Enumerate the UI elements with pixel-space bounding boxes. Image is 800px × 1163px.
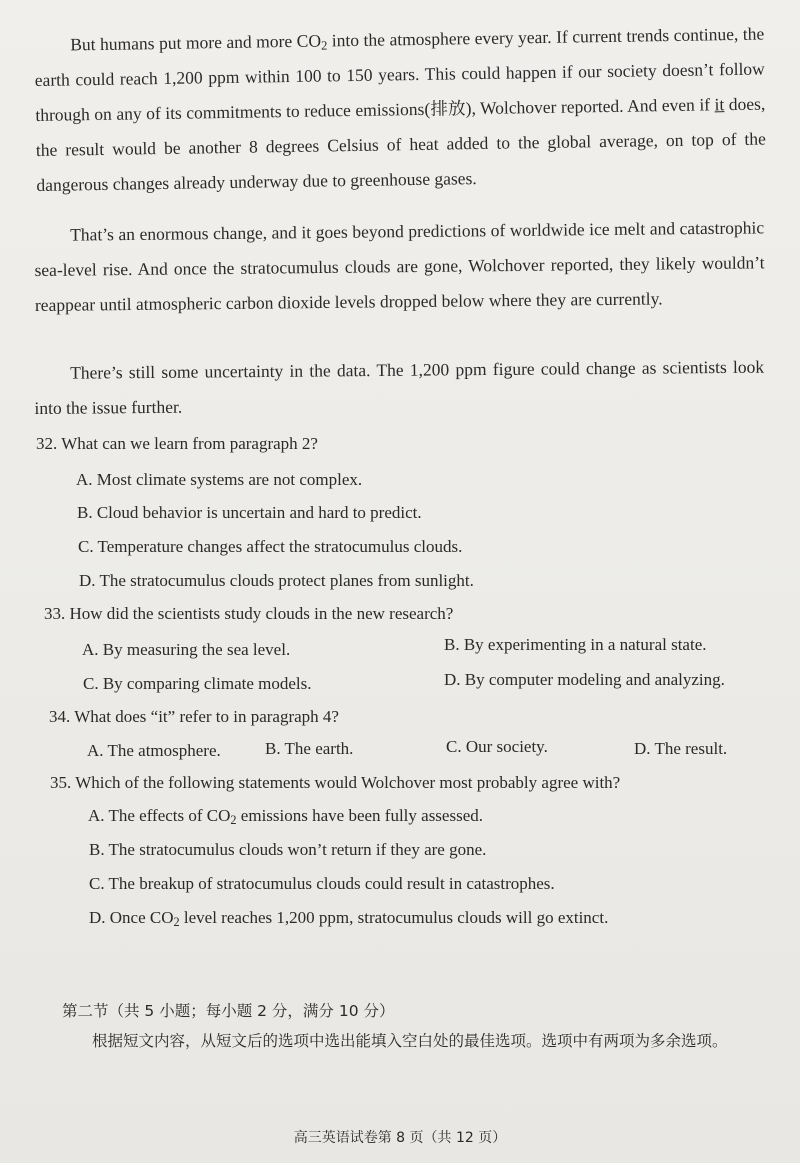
q32-option-b[interactable]: B. Cloud behavior is uncertain and hard to predict. (77, 503, 422, 522)
question-34-stem: 34. What does “it” refer to in paragraph 4? (49, 707, 339, 726)
q33-option-c[interactable]: C. By comparing climate models. (83, 674, 312, 693)
passage-text: There’s still some uncertainty in the data. The 1,200 ppm figure could change as scientists look into the issue further. (34, 356, 765, 418)
passage-text: into the atmosphere every year. If current trends continue, the earth could reach 1,200 ppm within 100 to 150 years. This could happen if our society doesn’t follow through on any of its commitments to reduce emissions(排放), Wolchover reported. And even if (34, 23, 765, 125)
passage-paragraph-3 (34, 350, 765, 426)
question-32-stem: 32. What can we learn from paragraph 2? (36, 434, 318, 453)
question-35-stem: 35. Which of the following statements would Wolchover most probably agree with? (50, 773, 621, 792)
passage-text: That’s an enormous change, and it goes beyond predictions of worldwide ice melt and catastrophic sea-level rise. And once the stratocumulus clouds are gone, Wolchover reported, they likely wouldn’t reappear until atmospheric carbon dioxide levels dropped below where they are currently. (34, 217, 765, 315)
passage-paragraph-2 (34, 210, 765, 323)
subscript: 2 (173, 915, 180, 930)
option-text: D. Once CO (89, 908, 174, 927)
option-text: emissions have been fully assessed. (236, 806, 483, 825)
q33-option-a[interactable]: A. By measuring the sea level. (82, 640, 291, 659)
q35-option-c[interactable]: C. The breakup of stratocumulus clouds could result in catastrophes. (89, 874, 555, 893)
passage-text: does, the result would be another 8 degrees Celsius of heat added to the global average, on top of the dangerous changes already underway due to greenhouse gases. (35, 93, 766, 195)
q32-option-c[interactable]: C. Temperature changes affect the stratocumulus clouds. (78, 537, 463, 556)
passage-paragraph-1 (34, 17, 767, 203)
subscript: 2 (320, 38, 328, 53)
option-text: level reaches 1,200 ppm, stratocumulus clouds will go extinct. (179, 908, 609, 927)
section-2-heading: 第二节（共 5 小题；每小题 2 分，满分 10 分） (62, 1002, 395, 1020)
q34-option-c[interactable]: C. Our society. (446, 737, 548, 756)
section-2-instruction: 根据短文内容，从短文后的选项中选出能填入空白处的最佳选项。选项中有两项为多余选项。 (92, 1032, 728, 1050)
option-text: A. The effects of CO (88, 806, 231, 825)
q35-option-d[interactable] (89, 906, 608, 930)
question-33-stem: 33. How did the scientists study clouds in the new research? (44, 604, 454, 623)
q35-option-a[interactable] (88, 804, 483, 828)
q34-option-a[interactable]: A. The atmosphere. (87, 741, 221, 760)
q35-option-b[interactable]: B. The stratocumulus clouds won’t return if they are gone. (89, 840, 487, 859)
q33-option-d[interactable]: D. By computer modeling and analyzing. (444, 670, 725, 689)
q33-option-b[interactable]: B. By experimenting in a natural state. (444, 635, 707, 654)
passage-text: But humans put more and more CO (70, 30, 322, 55)
q34-option-b[interactable]: B. The earth. (265, 739, 354, 758)
q32-option-a[interactable]: A. Most climate systems are not complex. (76, 470, 363, 489)
q32-option-d[interactable]: D. The stratocumulus clouds protect planes from sunlight. (79, 571, 474, 590)
underlined-word: it (714, 94, 725, 115)
page-footer: 高三英语试卷第 8 页（共 12 页） (293, 1130, 507, 1146)
subscript: 2 (230, 813, 237, 828)
q34-option-d[interactable]: D. The result. (634, 739, 728, 758)
